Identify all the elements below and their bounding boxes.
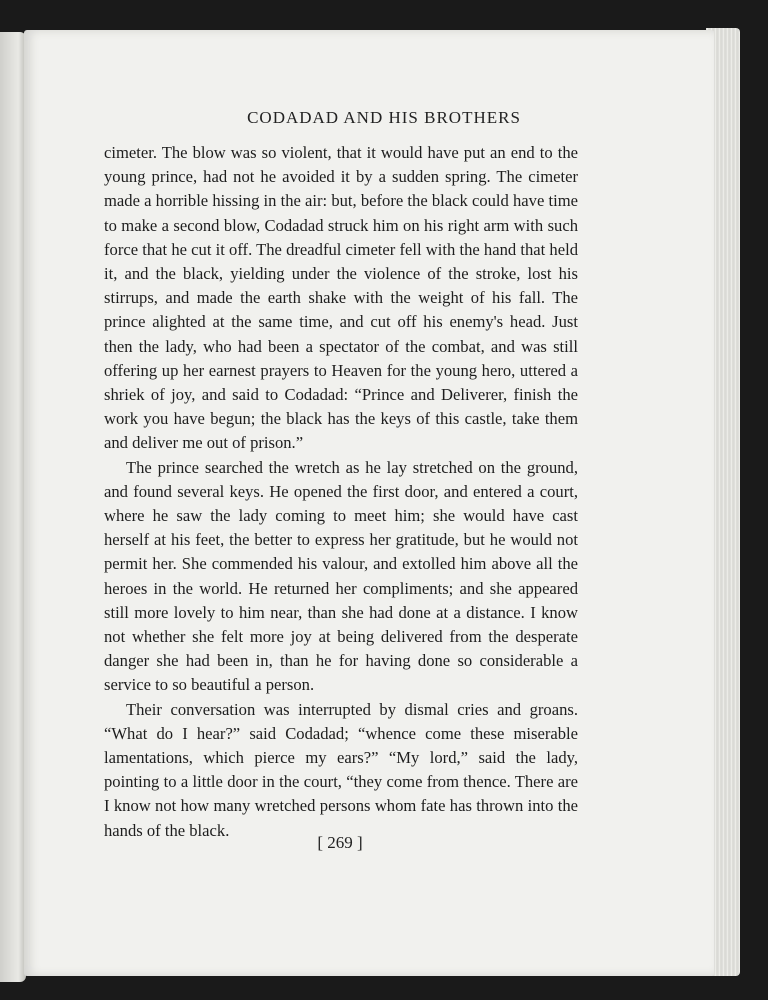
running-head: CODADAD AND HIS BROTHERS: [247, 108, 521, 127]
page-number: [ 269 ]: [317, 833, 363, 852]
paragraph: cimeter. The blow was so violent, that it would have put an end to the young prince, had not he avoided it by a sudden spring. The cimeter made a horrible hissing in the air: but, before the black could have time to make a second blow, Codadad struck him on his right arm with such force that he cut it off. The dreadful cimeter fell with the hand that held it, and the black, yielding under the violence of the stroke, lost his stirrups, and made the earth shake with the weight of his fall. The prince alighted at the same time, and cut off his enemy's head. Just then the lady, who had been a spectator of the combat, and was still offering up her earnest prayers to Heaven for the young hero, uttered a shriek of joy, and said to Codadad: “Prince and Deliverer, finish the work you have begun; the black has the keys of this castle, take them and deliver me out of prison.”: [104, 143, 578, 453]
paragraph: Their conversation was interrupted by dismal cries and groans. “What do I hear?” said Codadad; “whence come these miserable lamentations, which pierce my ears?” “My lord,” said the lady, pointing to a little door in the court, “they come from thence. There are I know not how many wretched persons whom fate has thrown into the hands of the black.: [104, 699, 578, 840]
paragraph: The prince searched the wretch as he lay stretched on the ground, and found several keys. He opened the first door, and entered a court, where he saw the lady coming to meet him; she would have cast herself at his feet, the better to express her gratitude, but he would not permit her. She commended his valour, and extolled him above all the heroes in the world. He returned her compliments; and she appeared still more lovely to him near, than she had done at a distance. I know not whether she felt more joy at being delivered from the desperate danger she had been in, than he for having done so considerable a service to so beautiful a person.: [104, 457, 578, 695]
body-text: [104, 141, 578, 843]
